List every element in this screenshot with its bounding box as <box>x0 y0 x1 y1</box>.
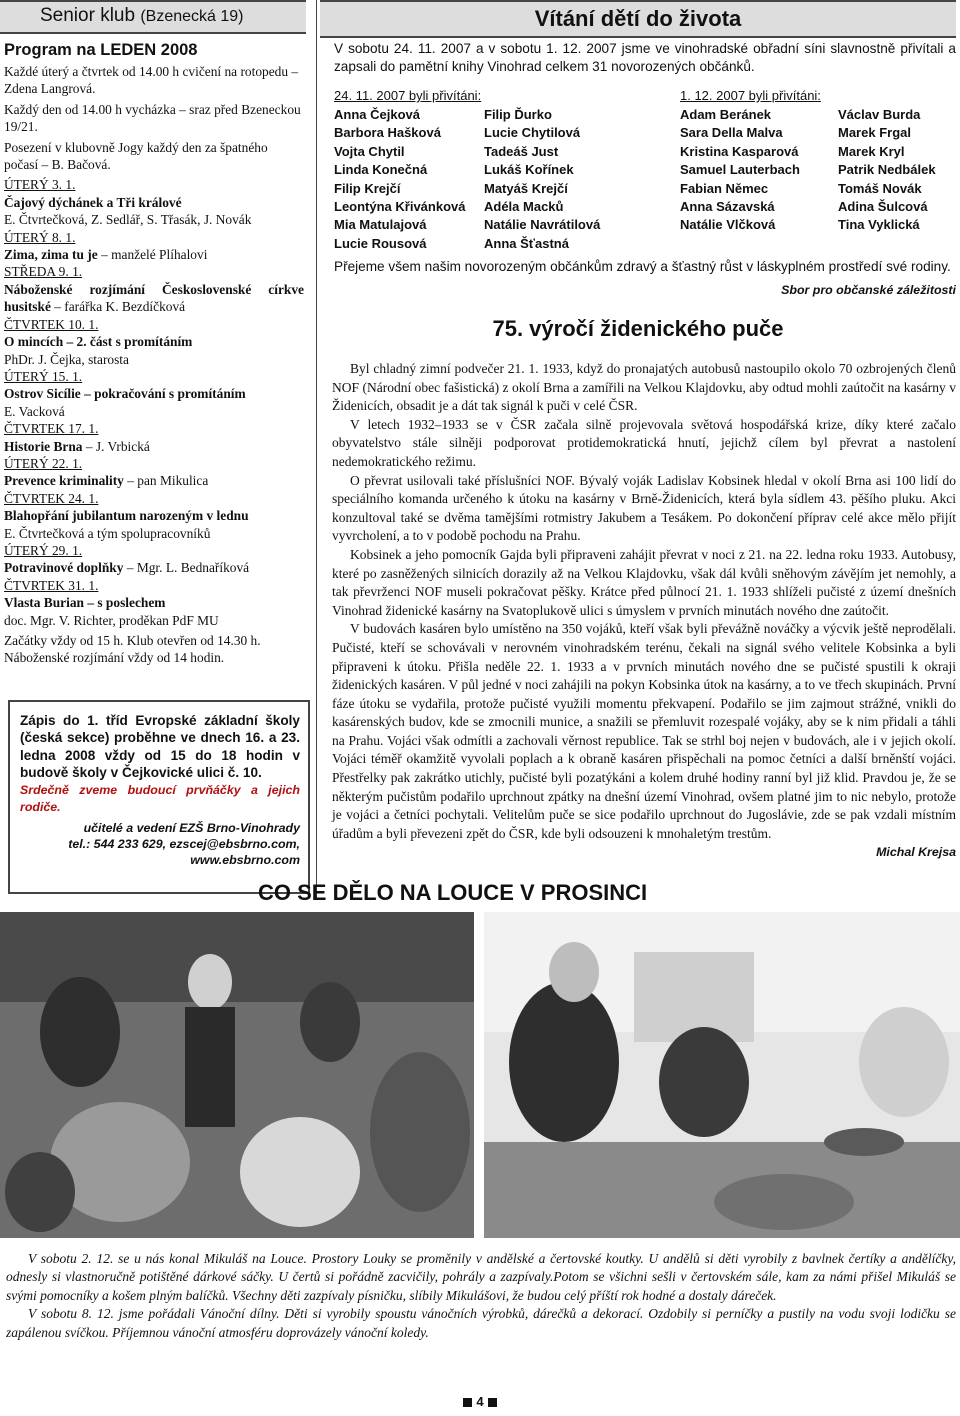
event-title: Zima, zima tu je <box>4 247 98 263</box>
event-host: – pan Mikulica <box>123 473 209 489</box>
event-10 <box>4 577 304 629</box>
names-head-2: 1. 12. 2007 byli přivítáni: <box>680 88 821 103</box>
event-date: ÚTERÝ 8. 1. <box>4 229 76 245</box>
names-col-3 <box>680 106 800 235</box>
square-icon <box>488 1398 497 1407</box>
event-host: E. Čtvrtečková a tým spolupracovníků <box>4 525 211 541</box>
event-title: Vlasta Burian – s poslechem <box>4 595 166 611</box>
page-number <box>430 1394 530 1409</box>
event-title: Blahopřání jubilantum narozeným v lednu <box>4 508 249 524</box>
column-divider <box>316 0 317 900</box>
photo-mikulas <box>0 912 474 1238</box>
program-closing: Začátky vždy od 15 h. Klub otevřen od 14.30 h. Náboženské rozjímání vždy od 14 hodin. <box>4 633 261 666</box>
vitani-title: Vítání dětí do života <box>534 6 742 31</box>
name-entry: Sara Della Malva <box>680 125 783 141</box>
name-entry: Anna Šťastná <box>484 235 569 251</box>
puc-article <box>332 360 956 862</box>
photo-vanocni-dilny <box>484 912 960 1238</box>
names-col-2 <box>484 106 600 253</box>
zapis-contact: tel.: 544 233 629, ezscej@ebsbrno.com, <box>68 837 300 852</box>
event-host: – manželé Plíhalovi <box>97 247 208 263</box>
name-entry: Kristina Kasparová <box>680 143 799 159</box>
event-title: Historie Brna <box>4 438 83 454</box>
louka-paragraph-1: V sobotu 2. 12. se u nás konal Mikuláš na Louce. Prostory Louky se proměnily v andělské a čertovské koutky. U andělů si děti vyrobily z bavlnek čertíky a andělíčky, odnesly si vlastnoručně potištěné dárkové sáčky. U čertů si pořádně zacvičily, pohrály a zazpívaly.Potom se všichni sešli v čertovském sále, kam za námi přišel Mikuláš se svými pomocníky a košem plným balíčků. Všechny děti zazpívaly písničku, slíbily Mikulášovi, že budou celý příští rok hodné a dostaly dáreček. <box>6 1251 956 1303</box>
name-entry: Anna Sázavská <box>680 199 775 215</box>
event-title: O mincích – 2. část s promítáním <box>4 334 193 350</box>
event-host: – Mgr. L. Bednaříková <box>123 560 250 576</box>
louka-paragraph-2: V sobotu 8. 12. jsme pořádali Vánoční dílny. Děti si vyrobily spoustu vánočních výrobků, dárečků a dekorací. Ozdobily si perníčky a pustily na vodu svoji lodičku se zapálenou svíčkou. Příjemnou vánoční atmosféru doprovázely vánoční koledy. <box>6 1306 956 1340</box>
zapis-text: Zápis do 1. tříd Evropské základní školy (česká sekce) proběhne ve dnech 16. a 23. ledna 2008 vždy od 15 do 18 hodin v budově školy v Čejkovické ulici č. 10. <box>20 713 300 781</box>
name-entry: Anna Čejková <box>334 107 420 122</box>
event-date: ČTVRTEK 31. 1. <box>4 577 99 593</box>
name-entry: Vojta Chytil <box>334 143 405 159</box>
vitani-section <box>320 0 956 310</box>
event-title: Čajový dýchánek a Tři králové <box>4 194 182 210</box>
event-title: Náboženské rozjímání Československé církve husitské <box>4 281 304 315</box>
name-entry: Marek Frgal <box>838 125 911 141</box>
name-entry: Mia Matulajová <box>334 217 427 233</box>
event-date: ÚTERÝ 29. 1. <box>4 542 83 558</box>
photo-vanocni-dilny-image <box>484 912 960 1238</box>
name-entry: Marek Kryl <box>838 143 905 159</box>
vitani-header <box>320 0 956 38</box>
name-entry: Adam Beránek <box>680 107 772 122</box>
names-col-4 <box>838 106 936 235</box>
name-entry: Lukáš Kořínek <box>484 162 574 178</box>
name-entry: Václav Burda <box>838 107 921 122</box>
puc-paragraph-2: V letech 1932–1933 se v ČSR začala silně projevovala světová hospodářská krize, díky které začalo obyvatelstvo stále silněji podporovat protidemokratická hnutí, jejichž cílem byl převrat a nastolení nedemokratického režimu. <box>332 416 956 469</box>
zapis-signature: učitelé a vedení EZŠ Brno-Vinohrady <box>83 821 300 836</box>
event-date: ÚTERÝ 22. 1. <box>4 455 83 471</box>
zapis-box <box>8 700 310 894</box>
vitani-wish: Přejeme všem našim novorozeným občánkům zdravý a šťastný růst v láskyplném prostředí své rodiny. <box>334 259 951 274</box>
event-host: – J. Vrbická <box>82 438 150 454</box>
square-icon <box>463 1398 472 1407</box>
program-section <box>4 39 304 670</box>
program-title: Program na LEDEN 2008 <box>4 41 198 59</box>
program-intro-2: Každý den od 14.00 h vycházka – sraz před Bzeneckou 19/21. <box>4 101 301 135</box>
photo-mikulas-image <box>0 912 474 1238</box>
event-6 <box>4 420 304 455</box>
event-9 <box>4 542 304 577</box>
names-col-1 <box>334 106 466 253</box>
puc-paragraph-4: Kobsinek a jeho pomocník Gajda byli připraveni zahájit převrat v noci z 21. na 22. ledna roku 1933. Autobusy, které po zasněžených silnicích dorazily až na Velkou Klajdovku, však dál kvůli sněhovým závějím jet nemohly, a tak převrženci NOF museli pokračovat pěšky. Krátce před půlnocí 21. 1. 1933 shlíželi pučisté z území dnešních Vinohrad židenické kasárny na Svatoplukově ulici s úmyslem v prvních minutách nového dne zaútočit. <box>332 546 956 618</box>
event-7 <box>4 455 304 490</box>
event-title: Potravinové doplňky <box>4 560 124 576</box>
name-entry: Leontýna Křivánková <box>334 199 466 215</box>
event-date: ČTVRTEK 10. 1. <box>4 316 99 332</box>
puc-signature: Michal Krejsa <box>876 845 956 860</box>
name-entry: Samuel Lauterbach <box>680 162 800 178</box>
event-title: Ostrov Sicílie – pokračování s promítáním <box>4 386 246 402</box>
name-entry: Linda Konečná <box>334 162 428 178</box>
zapis-invite: Srdečně zveme budoucí prvňáčky a jejich rodiče. <box>20 782 300 815</box>
senior-klub-header <box>0 0 306 34</box>
page-number-text: 4 <box>476 1394 484 1409</box>
event-8 <box>4 490 304 542</box>
senior-klub-title: Senior klub (Bzenecká 19) <box>40 5 244 26</box>
name-entry: Tina Vyklická <box>838 217 920 233</box>
name-entry: Filip Ďurko <box>484 107 552 122</box>
name-entry: Lucie Chytilová <box>484 125 581 141</box>
event-1 <box>4 176 304 228</box>
name-entry: Adina Šulcová <box>838 199 928 215</box>
name-entry: Fabian Němec <box>680 180 769 196</box>
event-date: ČTVRTEK 24. 1. <box>4 490 99 506</box>
name-entry: Lucie Rousová <box>334 235 427 251</box>
name-entry: Tomáš Novák <box>838 180 922 196</box>
name-entry: Matyáš Krejčí <box>484 180 568 196</box>
event-4 <box>4 316 304 368</box>
name-entry: Tadeáš Just <box>484 143 559 159</box>
program-intro-1: Každé úterý a čtvrtek od 14.00 h cvičení na rotopedu – Zdena Langrová. <box>4 64 299 97</box>
vitani-signature: Sbor pro občanské záležitosti <box>781 283 956 297</box>
event-date: ČTVRTEK 17. 1. <box>4 421 99 437</box>
event-date: ÚTERÝ 15. 1. <box>4 368 83 384</box>
zapis-web: www.ebsbrno.com <box>190 853 300 868</box>
event-title: Prevence kriminality <box>4 473 124 489</box>
louka-title: CO SE DĚLO NA LOUCE V PROSINCI <box>258 880 648 905</box>
name-entry: Natálie Navrátilová <box>484 217 601 233</box>
name-entry: Patrik Nedbálek <box>838 162 936 178</box>
name-entry: Adéla Macků <box>484 199 564 215</box>
event-3 <box>4 263 304 315</box>
puc-paragraph-5: V budovách kasáren bylo umístěno na 350 vojáků, kteří však byli převážně nováčky a výcvik ještě neprodělali. Pučisté, kteří se schovávali v nerovném vinohradském terénu, čekali na signál svého velitele Kobsinka a byli připraveni k útoku. Přišla neděle 22. 1. 1933 a v prvních minutách nového dne se pučisté spustili k okraji židenických kasáren. V půl jedné v noci zahájili na pokyn Kobsinka útok na kasárny, a to ve třech skupinách. První fáze útoku se vydařila, protože pučisté využili momentu překvapení. Podařilo se jim zajmout strážné, vnikli do kasárenských budov, kde se zmocnili munice, a snažili se přemluvit rozespalé vojáky, aby se k nim přidali a táhli na Prahu. Vojáci však odmítli a zachovali věrnost republice. Tak se strhl boj nejen v budovách, ale i v jejich okolí. Vojáci téměř okamžitě vyvolali poplach a k obraně kasáren přispěchali na pomoc četníci a další brněnští vojáci. Přestřelky pak zakrátko utichly, pučisté byli pozatýkáni a kolem druhé hodiny ranní byl již klid. Pravdou je, že se některým pučistům podařilo uprchnout zpátky na dnešní území Vinohrad, ovšem platné jim to nic nebylo, protože je vojáci a četníci pochytali. Velitelům puče se sice podařilo uprchnout do Jugoslávie, zde se pak vzdali místním úřadům a byli převezeni zpět do ČSR, kde byli odsouzeni k mnohaletým trestům. <box>332 621 956 841</box>
puc-paragraph-3: O převrat usilovali také příslušníci NOF. Bývalý voják Ladislav Kobsinek hledal v okolí Brna asi 100 lidí do speciálního komanda určeného k útoku na kasárny v Brně-Židenicích, která byla sídlem 43. pěšího pluku. Akci konzultoval také se dvěma tamějšími rotmistry Jakubem a Tesákem. Po dokončení příprav celé akce mělo přijít vyvrcholení, a to v podobě pochodu na Prahu. <box>332 472 956 544</box>
event-2 <box>4 229 304 264</box>
vitani-intro: V sobotu 24. 11. 2007 a v sobotu 1. 12. 2007 jsme ve vinohradské obřadní síni slavnostně přivítali a zapsali do pamětní knihy Vinohrad celkem 31 novorozených občánků. <box>334 41 956 74</box>
name-entry: Natálie Vlčková <box>680 217 776 233</box>
event-host: E. Čtvrtečková, Z. Sedlář, S. Třasák, J. Novák <box>4 212 252 228</box>
puc-title: 75. výročí židenického puče <box>492 316 784 341</box>
event-5 <box>4 368 304 420</box>
event-host: – farářka K. Bezdíčková <box>50 299 186 315</box>
puc-paragraph-1: Byl chladný zimní podvečer 21. 1. 1933, když do pronajatých autobusů nastoupilo okolo 70 ozbrojených členů NOF (Národní obec fašistická) z okolí Brna a zamířili na Velkou Klajdovku, aby odtud mohli zaútočit na kasárny v Židenicích, obsadit je a dát tak signál k puči v celé ČSR. <box>332 361 956 414</box>
program-intro-3: Posezení v klubovně Jogy každý den za špatného počasí – B. Bačová. <box>4 139 268 173</box>
event-host: doc. Mgr. V. Richter, proděkan PdF MU <box>4 612 219 628</box>
event-host: E. Vacková <box>4 403 65 419</box>
event-date: ÚTERÝ 3. 1. <box>4 177 76 193</box>
name-entry: Filip Krejčí <box>334 180 401 196</box>
names-head-1: 24. 11. 2007 byli přivítáni: <box>334 88 482 103</box>
name-entry: Barbora Hašková <box>334 125 441 141</box>
event-host: PhDr. J. Čejka, starosta <box>4 351 129 367</box>
event-date: STŘEDA 9. 1. <box>4 264 83 280</box>
louka-article <box>6 1250 956 1342</box>
